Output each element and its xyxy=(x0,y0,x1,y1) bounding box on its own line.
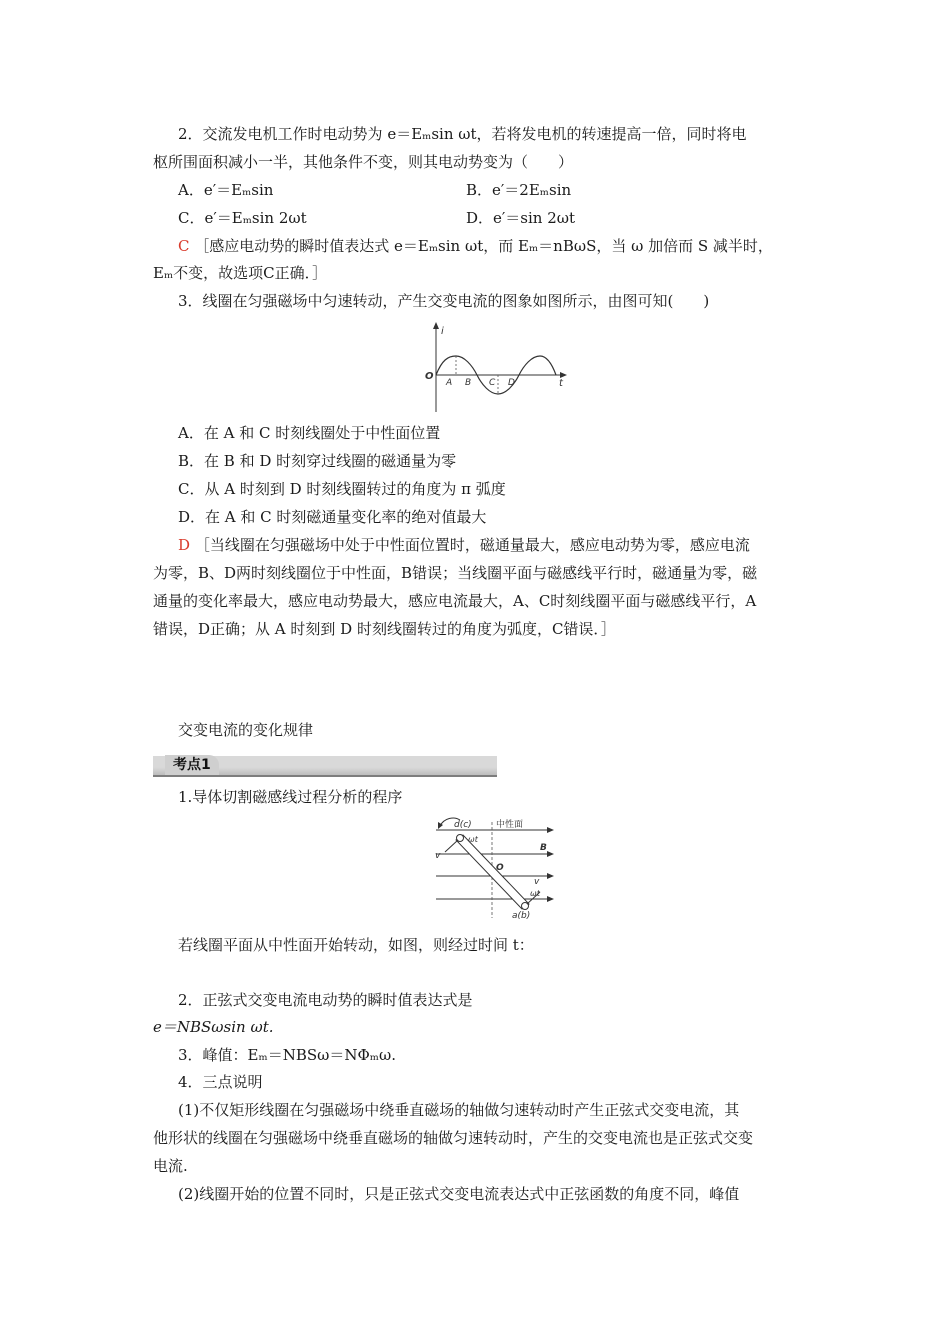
diagram-label-omega-t-bottom: ωt xyxy=(530,889,540,898)
section-item3: 3．峰值：Eₘ＝NBSω＝NΦₘω. xyxy=(178,1046,396,1064)
diagram-label-b: B xyxy=(540,843,547,853)
section-p1-line3: 电流. xyxy=(153,1157,188,1175)
q3-answer-letter: D xyxy=(178,536,191,554)
q3-option-d: D．在 A 和 C 时刻磁通量变化率的绝对值最大 xyxy=(178,508,487,526)
diagram-label-v-left: v xyxy=(435,851,441,861)
conductor-cutting-diagram xyxy=(430,814,560,920)
q3-graph-point-b: B xyxy=(465,378,472,388)
q3-answer-line4: 错误，D正确；从 A 时刻到 D 时刻线圈转过的角度为弧度，C错误．］ xyxy=(153,620,616,638)
diagram-label-v-right: v xyxy=(534,877,540,887)
q3-current-graph xyxy=(420,320,570,415)
q2-stem-line2: 枢所围面积减小一半，其他条件不变，则其电动势变为（ ） xyxy=(153,153,574,171)
section-item2: 2．正弦式交变电流电动势的瞬时值表达式是 xyxy=(178,991,473,1009)
q3-option-c: C．从 A 时刻到 D 时刻线圈转过的角度为 π 弧度 xyxy=(178,480,506,498)
q2-answer-text: ［感应电动势的瞬时值表达式 e＝Eₘsin ωt，而 Eₘ＝nBωS，当 ω 加倍而 S 减半时， xyxy=(194,237,773,255)
section-item4: 4．三点说明 xyxy=(178,1073,263,1091)
section-formula: e＝NBSωsin ωt. xyxy=(153,1018,274,1036)
q3-answer-text: ［当线圈在匀强磁场中处于中性面位置时，磁通量最大，感应电动势为零，感应电流 xyxy=(194,536,750,554)
q3-option-b: B．在 B 和 D 时刻穿过线圈的磁通量为零 xyxy=(178,452,457,470)
q3-graph-point-c: C xyxy=(489,378,496,388)
q3-stem: 3．线圈在匀强磁场中匀速转动，产生交变电流的图象如图所示，由图可知( ) xyxy=(178,292,710,310)
q3-graph-y-label: i xyxy=(441,326,444,337)
q3-answer-line1 xyxy=(178,535,750,555)
q3-option-a: A．在 A 和 C 时刻线圈处于中性面位置 xyxy=(178,424,441,442)
q2-answer-line1 xyxy=(178,236,773,256)
q3-graph-point-d: D xyxy=(508,378,515,388)
section-title: 交变电流的变化规律 xyxy=(178,721,314,739)
diagram-label-o: O xyxy=(496,863,504,873)
diagram-label-neutral-plane: 中性面 xyxy=(496,820,524,830)
q2-option-a: A．e′＝Eₘsin xyxy=(178,181,274,199)
q2-answer-line2: Eₘ不变，故选项C正确．］ xyxy=(153,264,328,282)
q2-option-d: D．e′＝sin 2ωt xyxy=(466,209,576,227)
section-p2-line1: (2)线圈开始的位置不同时，只是正弦式交变电流表达式中正弦函数的角度不同，峰值 xyxy=(178,1185,740,1203)
q2-option-c: C．e′＝Eₘsin 2ωt xyxy=(178,209,307,227)
q2-stem-line1: 2．交流发电机工作时电动势为 e＝Eₘsin ωt，若将发电机的转速提高一倍，同时将电 xyxy=(178,125,747,143)
section-p1-line1: (1)不仅矩形线圈在匀强磁场中绕垂直磁场的轴做匀速转动时产生正弦式交变电流，其 xyxy=(178,1101,740,1119)
q3-graph-origin: O xyxy=(425,371,434,382)
kaodian-badge: 考点1 xyxy=(165,755,219,775)
q2-answer-letter: C xyxy=(178,237,190,255)
section-item1: 1.导体切割磁感线过程分析的程序 xyxy=(178,788,403,806)
q3-graph-point-a: A xyxy=(446,378,453,388)
diagram-label-ab: a(b) xyxy=(512,911,531,920)
q3-answer-line2: 为零，B、D两时刻线圈位于中性面，B错误；当线圈平面与磁感线平行时，磁通量为零，磁 xyxy=(153,564,758,582)
q3-graph-x-label: t xyxy=(559,378,563,389)
kaodian-banner xyxy=(153,756,497,777)
section-after-diagram: 若线圈平面从中性面开始转动，如图，则经过时间 t： xyxy=(178,936,534,954)
q2-option-b: B．e′＝2Eₘsin xyxy=(466,181,572,199)
diagram-label-dc: d(c) xyxy=(454,820,472,830)
q3-answer-line3: 通量的变化率最大，感应电动势最大，感应电流最大，A、C时刻线圈平面与磁感线平行，A xyxy=(153,592,757,610)
diagram-label-omega-t-top: ωt xyxy=(468,835,478,844)
section-p1-line2: 他形状的线圈在匀强磁场中绕垂直磁场的轴做匀速转动时，产生的交变电流也是正弦式交变 xyxy=(153,1129,754,1147)
